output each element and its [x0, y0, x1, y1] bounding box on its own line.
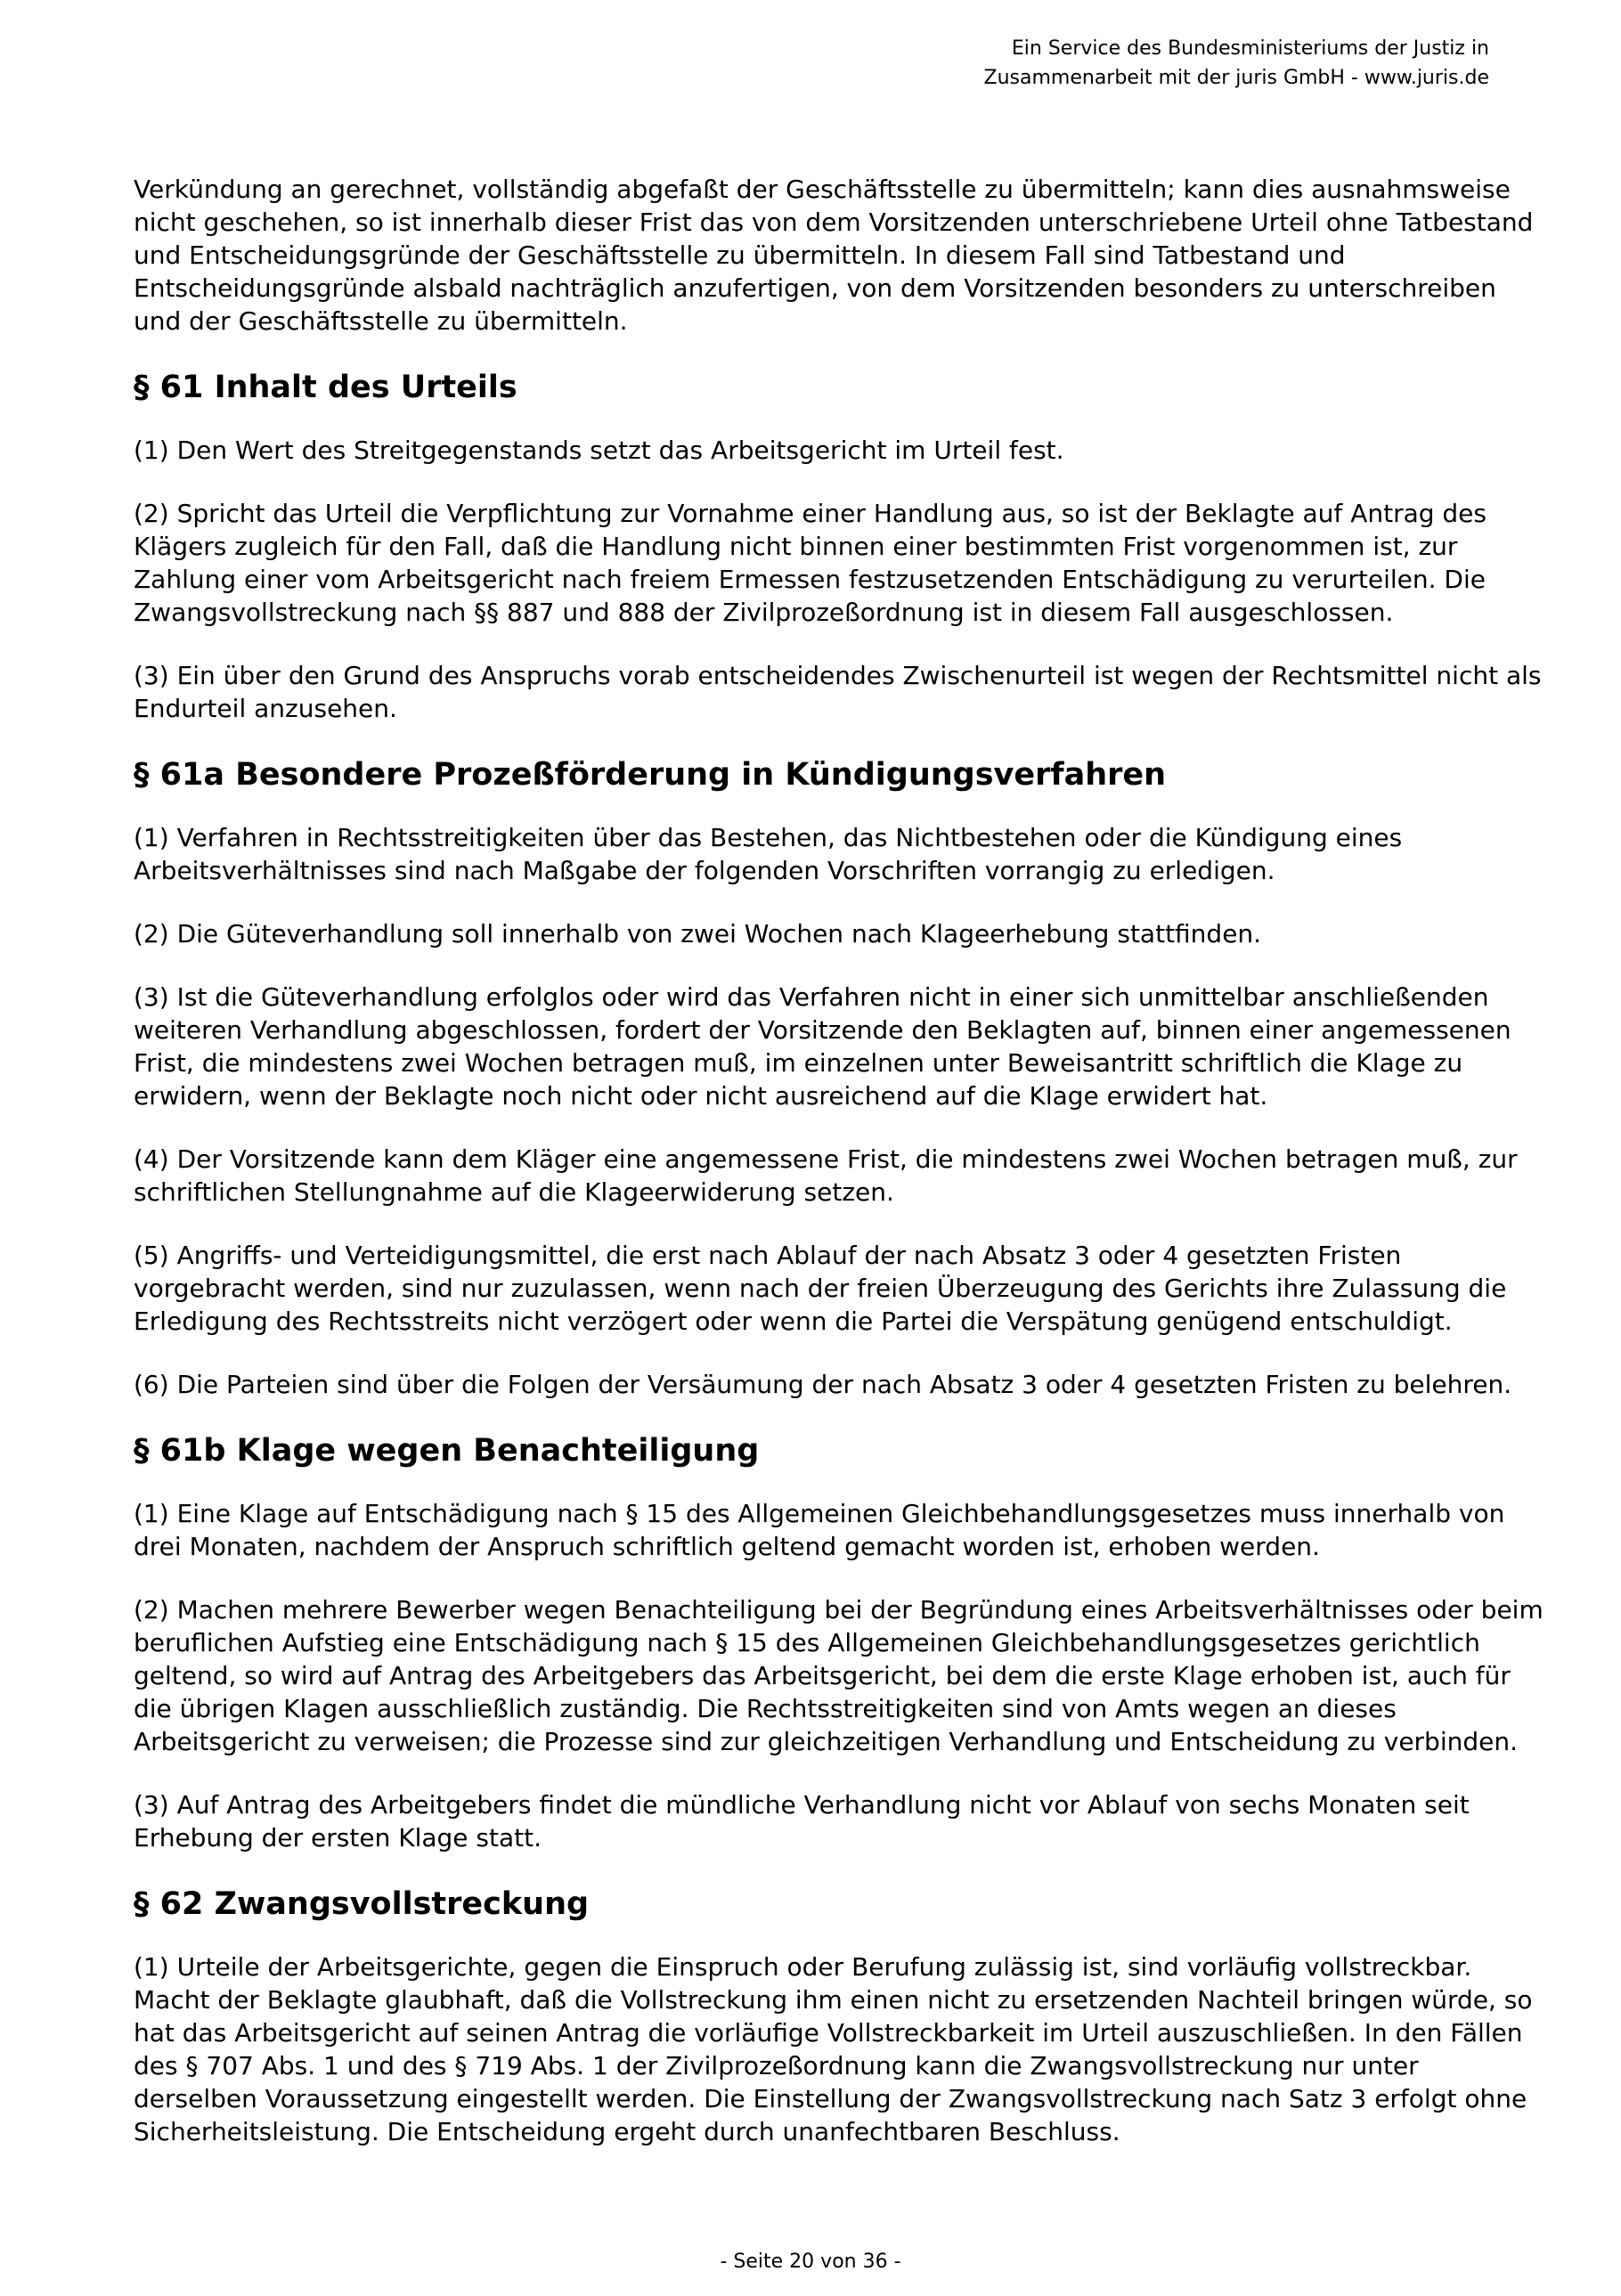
- document-body: [134, 173, 1550, 2178]
- section-61b: [134, 1431, 1550, 1854]
- section-paragraph: (2) Machen mehrere Bewerber wegen Benachteiligung bei der Begründung eines Arbeitsverhältnisses oder beim beruflichen Aufstieg eine Entschädigung nach § 15 des Allgemeinen Gleichbehandlungsgesetzes gerichtlich geltend, so wird auf Antrag des Arbeitgebers das Arbeitsgericht, bei dem die erste Klage erhoben ist, auch für die übrigen Klagen ausschließlich zuständig. Die Rechtsstreitigkeiten sind von Amts wegen an dieses Arbeitsgericht zu verweisen; die Prozesse sind zur gleichzeitigen Verhandlung und Entscheidung zu verbinden.: [134, 1595, 1544, 1756]
- page-footer: [0, 2250, 1621, 2275]
- section-61a: [134, 755, 1550, 1401]
- section-heading: § 61 Inhalt des Urteils: [134, 370, 517, 405]
- section-paragraph: (3) Ist die Güteverhandlung erfolglos oder wird das Verfahren nicht in einer sich unmittelbar anschließenden weiteren Verhandlung abgeschlossen, fordert der Vorsitzende den Beklagten auf, binnen einer angemessenen Frist, die mindestens zwei Wochen betragen muß, im einzelnen unter Beweisantritt schriftlich die Klage zu erwidern, wenn der Beklagte noch nicht oder nicht ausreichend auf die Klage erwidert hat.: [134, 982, 1511, 1111]
- section-paragraph: (2) Spricht das Urteil die Verpflichtung zur Vornahme einer Handlung aus, so ist der Beklagte auf Antrag des Klägers zugleich für den Fall, daß die Handlung nicht binnen einer bestimmten Frist vorgenommen ist, zur Zahlung einer vom Arbeitsgericht nach freiem Ermessen festzusetzenden Entschädigung zu verurteilen. Die Zwangsvollstreckung nach §§ 887 und 888 der Zivilprozeßordnung ist in diesem Fall ausgeschlossen.: [134, 499, 1487, 627]
- section-62: [134, 1885, 1550, 2148]
- section-paragraph: (3) Ein über den Grund des Anspruchs vorab entscheidendes Zwischenurteil ist wegen der Rechtsmittel nicht als Endurteil anzusehen.: [134, 661, 1542, 723]
- header-line-1: Ein Service des Bundesministeriums der Justiz in: [1011, 37, 1489, 60]
- section-heading: § 61a Besondere Prozeßförderung in Kündigungsverfahren: [134, 757, 1167, 793]
- section-paragraph: (2) Die Güteverhandlung soll innerhalb von zwei Wochen nach Klageerhebung stattfinden.: [134, 919, 1262, 949]
- header-line-2: Zusammenarbeit mit der juris GmbH - www.juris.de: [983, 67, 1489, 89]
- section-heading: § 61b Klage wegen Benachteiligung: [134, 1433, 760, 1469]
- section-paragraph: (6) Die Parteien sind über die Folgen der Versäumung der nach Absatz 3 oder 4 gesetzten Fristen zu belehren.: [134, 1370, 1512, 1399]
- section-paragraph: (1) Eine Klage auf Entschädigung nach § 15 des Allgemeinen Gleichbehandlungsgesetzes muss innerhalb von drei Monaten, nachdem der Anspruch schriftlich geltend gemacht worden ist, erhoben werden.: [134, 1499, 1505, 1561]
- page-header: [984, 34, 1489, 93]
- section-paragraph: (4) Der Vorsitzende kann dem Kläger eine angemessene Frist, die mindestens zwei Wochen betragen muß, zur schriftlichen Stellungnahme auf die Klageerwiderung setzen.: [134, 1144, 1518, 1207]
- section-paragraph: (1) Urteile der Arbeitsgerichte, gegen die Einspruch oder Berufung zulässig ist, sind vorläufig vollstreckbar. Macht der Beklagte glaubhaft, daß die Vollstreckung ihm einen nicht zu ersetzenden Nachteil bringen würde, so hat das Arbeitsgericht auf seinen Antrag die vorläufige Vollstreckbarkeit im Urteil auszuschließen. In den Fällen des § 707 Abs. 1 und des § 719 Abs. 1 der Zivilprozeßordnung kann die Zwangsvollstreckung nur unter derselben Voraussetzung eingestellt werden. Die Einstellung der Zwangsvollstreckung nach Satz 3 erfolgt ohne Sicherheitsleistung. Die Entscheidung ergeht durch unanfechtbaren Beschluss.: [134, 1952, 1533, 2146]
- intro-paragraph: Verkündung an gerechnet, vollständig abgefaßt der Geschäftsstelle zu übermitteln; kann dies ausnahmsweise nicht geschehen, so ist innerhalb dieser Frist das von dem Vorsitzenden unterschriebene Urteil ohne Tatbestand und Entscheidungsgründe der Geschäftsstelle zu übermitteln. In diesem Fall sind Tatbestand und Entscheidungsgründe alsbald nachträglich anzufertigen, von dem Vorsitzenden besonders zu unterschreiben und der Geschäftsstelle zu übermitteln.: [134, 175, 1534, 336]
- section-paragraph: (5) Angriffs- und Verteidigungsmittel, die erst nach Ablauf der nach Absatz 3 oder 4 gesetzten Fristen vorgebracht werden, sind nur zuzulassen, wenn nach der freien Überzeugung des Gerichts ihre Zulassung die Erledigung des Rechtsstreits nicht verzögert oder wenn die Partei die Verspätung genügend entschuldigt.: [134, 1241, 1507, 1336]
- section-paragraph: (3) Auf Antrag des Arbeitgebers findet die mündliche Verhandlung nicht vor Ablauf von sechs Monaten seit Erhebung der ersten Klage statt.: [134, 1790, 1470, 1852]
- section-paragraph: (1) Verfahren in Rechtsstreitigkeiten über das Bestehen, das Nichtbestehen oder die Kündigung eines Arbeitsverhältnisses sind nach Maßgabe der folgenden Vorschriften vorrangig zu erledigen.: [134, 823, 1403, 885]
- section-61: [134, 368, 1550, 725]
- section-paragraph: (1) Den Wert des Streitgegenstands setzt das Arbeitsgericht im Urteil fest.: [134, 436, 1064, 465]
- section-heading: § 62 Zwangsvollstreckung: [134, 1886, 590, 1922]
- page-number: - Seite 20 von 36 -: [720, 2251, 901, 2273]
